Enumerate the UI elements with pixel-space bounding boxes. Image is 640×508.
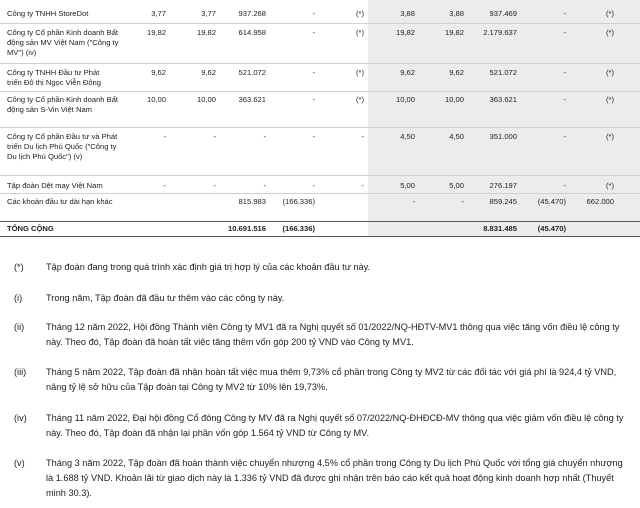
cell-ownership-current: 19,82 [146, 28, 166, 37]
cell-cost-prior: 521.072 [489, 68, 517, 77]
note-text: Tháng 5 năm 2022, Tập đoàn đã nhận hoàn tất việc mua thêm 9,73% cổ phần trong Công ty MV2 từ các đối tác với giá phí là 924,4 tỷ VND, nâng tỷ lệ sở hữu của Tập đoàn tại Công ty MV2 từ 10% lên 19,73%. [46, 367, 617, 392]
row-name: Công ty TNHH Đầu tư Phát triển Đô thị Ngọc Viễn Đông [7, 68, 101, 87]
cell-cost-current: - [263, 132, 266, 141]
note-text: Tháng 11 năm 2022, Đại hội đồng Cổ đông Công ty MV đã ra Nghị quyết số 07/2022/NQ-ĐHĐCĐ-MV thông qua việc giảm vốn điều lệ công ty này. Theo đó, Tập đoàn đã nhận lại phần vốn góp 1.564 tỷ VND từ Công ty MV. [46, 413, 624, 438]
cell-voting-prior: 19,82 [444, 28, 464, 37]
cell-provision-prior: - [563, 9, 566, 18]
cell-ownership-prior: 9,62 [400, 68, 415, 77]
cell-fairvalue-current: (*) [355, 9, 364, 18]
cell-ownership-prior: 3,88 [400, 9, 415, 18]
note-marker: (v) [14, 458, 25, 468]
note-marker: (*) [14, 262, 24, 272]
cell-cost-current: - [263, 181, 266, 190]
note-marker: (iii) [14, 367, 27, 377]
total-cost-current: 10.691.516 [227, 224, 266, 233]
cell-fairvalue-prior: (*) [605, 95, 614, 104]
cell-provision-current: - [312, 95, 315, 104]
cell-cost-prior: 276.197 [489, 181, 517, 190]
cell-voting-prior: 3,88 [449, 9, 464, 18]
cell-cost-prior: 363.621 [489, 95, 517, 104]
cell-ownership-current: 10,00 [146, 95, 166, 104]
cell-cost-prior: 351.000 [489, 132, 517, 141]
cell-provision-prior: (45.470) [537, 197, 566, 206]
cell-provision-prior: - [563, 95, 566, 104]
cell-voting-prior: 9,62 [449, 68, 464, 77]
cell-cost-prior: 937.469 [489, 9, 517, 18]
cell-cost-current: 937.268 [238, 9, 266, 18]
cell-fairvalue-prior: (*) [605, 132, 614, 141]
cell-cost-current: 614.958 [238, 28, 266, 37]
cell-fairvalue-current: - [361, 132, 364, 141]
row-name: Công ty TNHH StoreDot [7, 9, 89, 18]
cell-ownership-prior: - [412, 197, 415, 206]
cell-voting-prior: - [461, 197, 464, 206]
total-divider [0, 221, 640, 222]
cell-ownership-current: 9,62 [151, 68, 166, 77]
row-name: Các khoản đầu tư dài hạn khác [7, 197, 113, 206]
cell-provision-current: - [312, 9, 315, 18]
cell-fairvalue-current: (*) [355, 28, 364, 37]
cell-provision-prior: - [563, 132, 566, 141]
row-name: Công ty Cổ phần Kinh doanh Bất động sản S-Vin Việt Nam [7, 95, 119, 114]
cell-cost-prior: 2.179.637 [483, 28, 517, 37]
total-bottom-rule [0, 236, 640, 237]
cell-cost-current: 363.621 [238, 95, 266, 104]
note-text: Tập đoàn đang trong quá trình xác định giá trị hợp lý của các khoản đầu tư này. [46, 262, 371, 272]
cell-ownership-prior: 5,00 [400, 181, 415, 190]
cell-fairvalue-prior: 662.000 [586, 197, 614, 206]
row-divider [0, 175, 640, 176]
cell-fairvalue-prior: (*) [605, 9, 614, 18]
cell-ownership-current: - [163, 181, 166, 190]
cell-voting-current: 19,82 [196, 28, 216, 37]
cell-fairvalue-prior: (*) [605, 181, 614, 190]
row-divider [0, 63, 640, 64]
cell-ownership-prior: 19,82 [395, 28, 415, 37]
cell-provision-prior: - [563, 28, 566, 37]
cell-ownership-prior: 10,00 [395, 95, 415, 104]
note-marker: (ii) [14, 322, 25, 332]
cell-cost-current: 521.072 [238, 68, 266, 77]
cell-cost-prior: 859.245 [489, 197, 517, 206]
row-divider [0, 127, 640, 128]
cell-voting-prior: 10,00 [444, 95, 464, 104]
cell-provision-current: - [312, 28, 315, 37]
cell-cost-current: 815.983 [238, 197, 266, 206]
row-name: Tập đoàn Dệt may Việt Nam [7, 181, 103, 190]
cell-provision-prior: - [563, 68, 566, 77]
row-divider [0, 23, 640, 24]
cell-provision-current: - [312, 68, 315, 77]
cell-provision-current: - [312, 132, 315, 141]
cell-fairvalue-current: (*) [355, 95, 364, 104]
total-provision-prior: (45.470) [537, 224, 566, 233]
cell-provision-current: - [312, 181, 315, 190]
total-provision-current: (166.336) [282, 224, 315, 233]
note-marker: (i) [14, 293, 23, 303]
row-name: Công ty Cổ phần Kinh doanh Bất động sản MV Việt Nam ("Công ty MV") (iv) [7, 28, 119, 57]
cell-voting-current: - [213, 132, 216, 141]
cell-fairvalue-prior: (*) [605, 68, 614, 77]
cell-ownership-prior: 4,50 [400, 132, 415, 141]
row-divider [0, 91, 640, 92]
total-cost-prior: 8.831.485 [483, 224, 517, 233]
note-text: Trong năm, Tập đoàn đã đầu tư thêm vào các công ty này. [46, 293, 285, 303]
row-name: Công ty Cổ phần Đầu tư và Phát triển Du lịch Phú Quốc ("Công ty Du lịch Phú Quốc") (v) [7, 132, 118, 161]
cell-fairvalue-current: (*) [355, 68, 364, 77]
cell-voting-current: 3,77 [201, 9, 216, 18]
cell-voting-prior: 4,50 [449, 132, 464, 141]
cell-ownership-current: 3,77 [151, 9, 166, 18]
cell-voting-current: - [213, 181, 216, 190]
cell-voting-prior: 5,00 [449, 181, 464, 190]
cell-provision-current: (166.336) [282, 197, 315, 206]
row-divider [0, 193, 640, 194]
total-label: TỔNG CỘNG [7, 224, 54, 233]
cell-provision-prior: - [563, 181, 566, 190]
cell-voting-current: 9,62 [201, 68, 216, 77]
cell-fairvalue-prior: (*) [605, 28, 614, 37]
cell-fairvalue-current: - [361, 181, 364, 190]
note-marker: (iv) [14, 413, 27, 423]
cell-ownership-current: - [163, 132, 166, 141]
note-text: Tháng 12 năm 2022, Hội đồng Thành viên Công ty MV1 đã ra Nghị quyết số 01/2022/NQ-HĐTV-MV1 thông qua việc tăng vốn điều lệ công ty này. Theo đó, Tập đoàn đã hoàn tất việc tăng thêm vốn góp 200 tỷ VND vào Công ty MV1. [46, 322, 620, 347]
note-text: Tháng 3 năm 2022, Tập đoàn đã hoàn thành việc chuyển nhượng 4,5% cổ phần trong Công ty Du lịch Phú Quốc với tổng giá chuyển nhượng là 1.688 tỷ VND. Khoản lãi từ giao dịch này là 1.336 tỷ VND đã được ghi nhận trên báo cáo kết quả hoạt động kinh doanh hợp nhất (Thuyết minh 30.3). [46, 458, 623, 498]
cell-voting-current: 10,00 [196, 95, 216, 104]
